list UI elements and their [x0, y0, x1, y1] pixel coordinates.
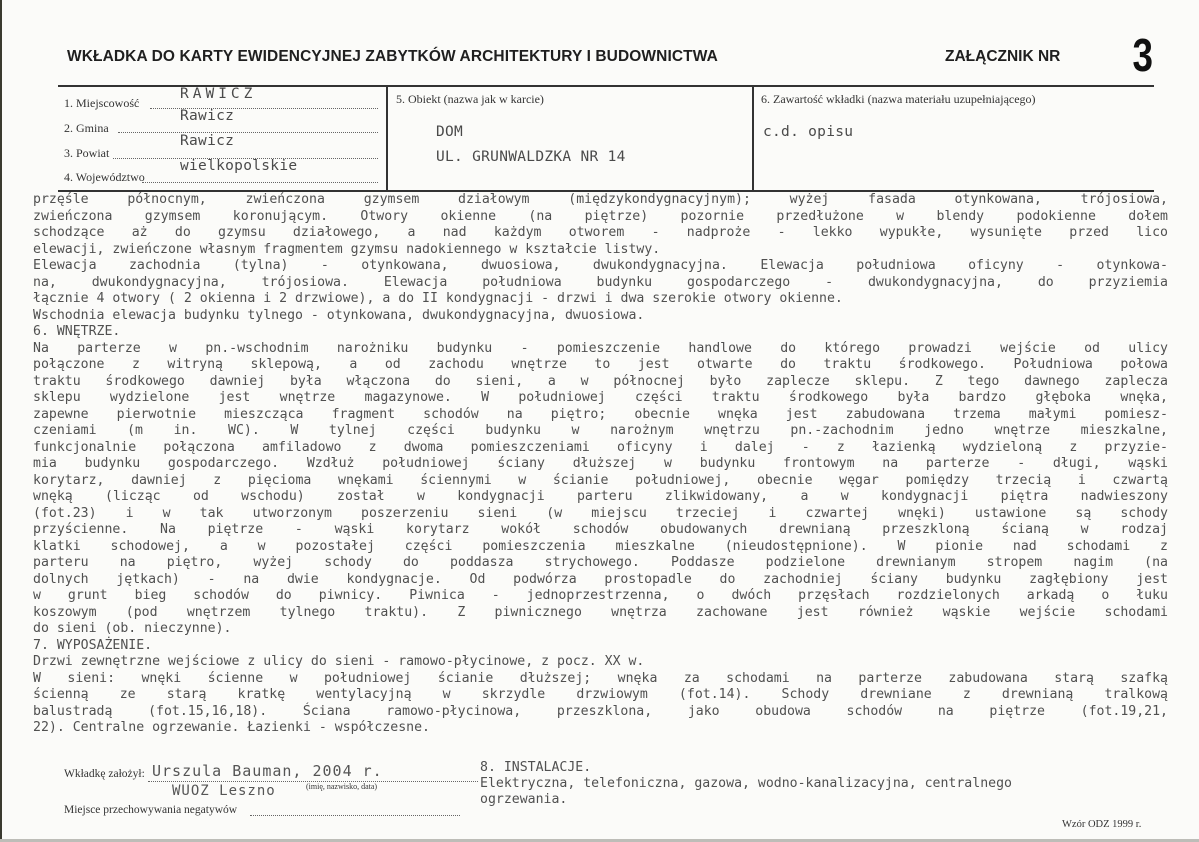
- negatives-label: Miejsce przechowywania negatywów: [64, 804, 238, 816]
- dotted-line: [250, 815, 460, 816]
- installations-heading: 8. INSTALACJE.: [480, 760, 592, 775]
- text-line: 6. WNĘTRZE.: [33, 324, 121, 339]
- text-line: zapewne pierwotnie mieszcząca fragment schodów na piętro; obecnie wnęka jest zabudowana trzema małymi pomiesz-: [33, 406, 1168, 422]
- text-line: 22). Centralne ogrzewanie. Łazienki - współczesne.: [33, 720, 430, 735]
- text-line: wnęką (licząc od wschodu) został w kondygnacji parteru zlikwidowany, a w kondygnacji piętra nadwieszony: [33, 489, 1168, 504]
- text-line: w grunt bieg schodów do piwnicy. Piwnica - jednoprzestrzenna, o dwóch przęsłach rozdzielonych arkadą o łuku: [33, 588, 1168, 603]
- text-line: 7. WYPOSAŻENIE.: [33, 637, 153, 653]
- author-caption: (imię, nazwisko, data): [306, 782, 378, 791]
- annex-number: 3: [1132, 29, 1154, 81]
- text-line: do sieni (ob. nieczynne).: [33, 621, 232, 636]
- field-label: 5. Obiekt (nazwa jak w karcie): [396, 92, 544, 106]
- description-text: [33, 192, 1168, 737]
- text-line: koszowym (pod wnętrzem tylnego traktu). Z piwnicznego wnętrza zachowane jest również wąskie wejście schodami: [33, 604, 1168, 620]
- form-divider-1: [386, 86, 388, 191]
- installations-line: ogrzewania.: [480, 792, 568, 807]
- text-line: schodzące aż do gzymsu działowego, a nad każdym otworem - nadproże - lekko wypukłe, wysunięte przed lico: [33, 225, 1168, 240]
- field-value: wielkopolskie: [180, 158, 298, 174]
- text-line: elewacji, zwieńczone własnym fragmentem gzymsu nadokiennego w kształcie listwy.: [33, 241, 661, 257]
- form-divider-2: [752, 86, 754, 191]
- text-line: W sieni: wnęki ścienne w południowej ścianie dłuższej; wnęka za schodami na parterze zabudowana starą szafką: [33, 670, 1168, 686]
- text-line: połączone z witryną sklepową, a od zachodu wnętrze to jest otwarte do traktu środkowego. Południowa połowa: [33, 357, 1168, 372]
- text-line: przyścienne. Na piętrze - wąski korytarz wokół schodów obudowanych drewnianą przeszkloną ścianą w rodzaj: [33, 522, 1168, 537]
- document-title: WKŁADKA DO KARTY EWIDENCYJNEJ ZABYTKÓW ARCHITEKTURY I BUDOWNICTWA: [67, 48, 718, 65]
- text-line: łącznie 4 otwory ( 2 okienna i 2 drzwiowe), a do II kondygnacji - drzwi i dwa szerokie otwory okienne.: [33, 291, 843, 306]
- text-line: ścienną ze starą kratkę wentylacyjną w skrzydle drzwiowym (fot.14). Schody drewniane z drewnianą tralkową: [33, 687, 1168, 702]
- field-label: 2. Gmina: [64, 121, 109, 135]
- text-line: zwieńczona gzymsem koronującym. Otwory okienne (na piętrze) pozornie przedłużone w blendy podokienne dołem: [33, 208, 1168, 224]
- text-line: klatki schodowej, a w pozostałej części pomieszczenia mieszkalne (nieudostępnione). W pionie nad schodami z: [33, 538, 1168, 554]
- installations-line: Elektryczna, telefoniczna, gazowa, wodno-kanalizacyjna, centralnego: [480, 776, 1012, 791]
- page-edge: [0, 0, 2, 842]
- field-value: Rawicz: [180, 108, 235, 124]
- text-line: (fot.23) i w tak utworzonym poszerzeniu sieni (w miejscu trzeciej i czwartej wnęki) ustawione są schody: [33, 505, 1168, 521]
- text-line: na, dwukondygnacyjna, trójosiowa. Elewacja południowa budynku gospodarczego - dwukondygnacyjna, do przyziemia: [33, 274, 1168, 290]
- object-address: UL. GRUNWALDZKA NR 14: [436, 149, 626, 165]
- field-label: 4. Województwo: [64, 170, 145, 184]
- text-line: traktu środkowego dawniej była włączona do sieni, a w północnej było zaplecze sklepu. Z tego dawnego zaplecza: [33, 373, 1168, 389]
- dotted-line: [142, 182, 378, 183]
- text-line: dolnych jętkach) - na dwie kondygnacje. Od podwórza prostopadle do zachodniej ściany budynku zagłębiony jest: [33, 571, 1168, 587]
- text-line: Wschodnia elewacja budynku tylnego - otynkowana, dwukondygnacyjna, dwuosiowa.: [33, 307, 645, 323]
- contents-value: c.d. opisu: [763, 124, 854, 140]
- field-label: 1. Miejscowość: [64, 96, 140, 110]
- dotted-line: [118, 132, 378, 133]
- text-line: mia budynku gospodarczego. Wzdłuż południowej ściany dłuższej w budynku frontowym na parterze - długi, wąski: [33, 456, 1168, 471]
- text-line: sklepu wydzielone jest wnętrze magazynowe. W południowej części traktu środkowego była bardzo głęboka wnęka,: [33, 390, 1168, 405]
- template-note: Wzór ODZ 1999 r.: [1062, 819, 1142, 830]
- field-label: 6. Zawartość wkładki (nazwa materiału uzupełniającego): [761, 92, 1036, 106]
- text-line: funkcjonalnie połączona amfiladowo z dwoma pomieszczeniami oficyny i dalej - z łazienką wydzieloną z przyzie-: [33, 439, 1168, 455]
- author-value: Urszula Bauman, 2004 r.: [152, 762, 383, 780]
- institution: WUOZ Leszno: [172, 783, 276, 799]
- text-line: korytarz, dawniej z pięcioma wnękami ściennymi w ścianie południowej, obecnie węgar pomiędzy trzecią i czwartą: [33, 472, 1168, 488]
- author-label: Wkładkę założył:: [64, 768, 145, 780]
- text-line: balustradą (fot.15,16,18). Ściana ramowo-płycinowa, przeszklona, jako obudowa schodów na piętrze (fot.19,21,: [33, 703, 1168, 719]
- object-name: DOM: [436, 124, 464, 140]
- text-line: czeniami (m in. WC). W tylnej części budynku w narożnym wnętrzu pn.-zachodnim jedno wnętrze mieszkalne,: [33, 423, 1168, 438]
- text-line: parteru na piętro, wyżej schody do poddasza strychowego. Poddasze podzielone drewnianym stropem nagim (na: [33, 555, 1168, 570]
- field-value: RAWICZ: [180, 86, 257, 102]
- annex-label: ZAŁĄCZNIK NR: [945, 48, 1061, 65]
- text-line: Na parterze w pn.-wschodnim narożniku budynku - pomieszczenie handlowe do którego prowadzi wejście od ulicy: [33, 340, 1168, 356]
- text-line: Elewacja zachodnia (tylna) - otynkowana, dwuosiowa, dwukondygnacyjna. Elewacja południowa oficyny - otynkowa-: [33, 258, 1168, 273]
- text-line: przęśle północnym, zwieńczona gzymsem działowym (międzykondygnacyjnym); wyżej fasada otynkowana, trójosiowa,: [33, 192, 1168, 207]
- field-value: Rawicz: [180, 133, 235, 149]
- text-line: Drzwi zewnętrzne wejściowe z ulicy do sieni - ramowo-płycinowe, z pocz. XX w.: [33, 654, 645, 669]
- field-label: 3. Powiat: [64, 146, 110, 160]
